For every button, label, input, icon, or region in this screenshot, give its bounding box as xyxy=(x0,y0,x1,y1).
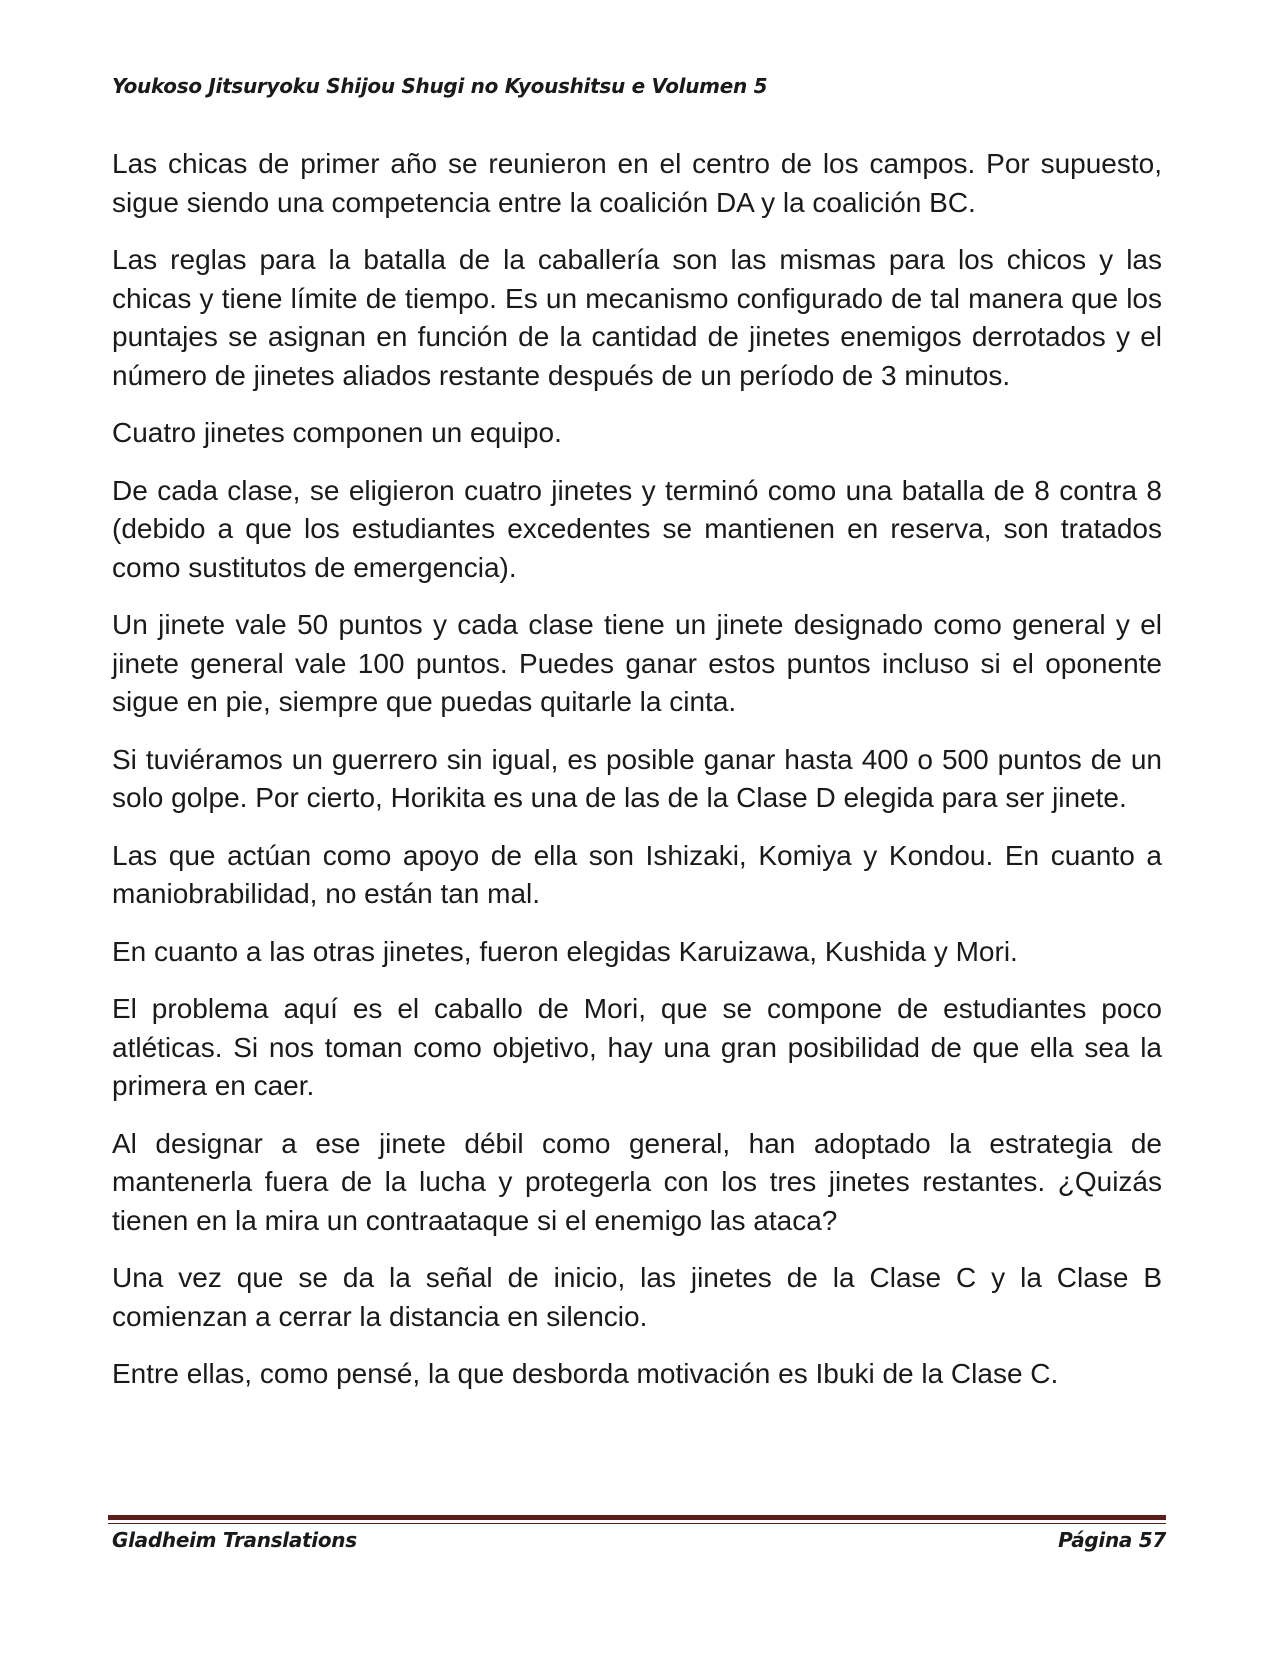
paragraph: Las reglas para la batalla de la caballería son las mismas para los chicos y las chicas y tiene límite de tiempo. Es un mecanismo configurado de tal manera que los puntajes se asignan en función de la cantidad de jinetes enemigos derrotados y el número de jinetes aliados restante después de un período de 3 minutos. xyxy=(112,244,1162,391)
footer-divider xyxy=(108,1515,1166,1524)
paragraph: Un jinete vale 50 puntos y cada clase tiene un jinete designado como general y el jinete general vale 100 puntos. Puedes ganar estos puntos incluso si el oponente sigue en pie, siempre que puedas quitarle la cinta. xyxy=(112,609,1162,717)
paragraph: El problema aquí es el caballo de Mori, que se compone de estudiantes poco atléticas. Si nos toman como objetivo, hay una gran posibilidad de que ella sea la primera en caer. xyxy=(112,993,1162,1101)
footer-divider-thick xyxy=(108,1515,1166,1520)
paragraph: Entre ellas, como pensé, la que desborda motivación es Ibuki de la Clase C. xyxy=(112,1358,1059,1389)
page-number: Página 57 xyxy=(1058,1528,1166,1552)
paragraph: Al designar a ese jinete débil como general, han adoptado la estrategia de mantenerla fuera de la lucha y protegerla con los tres jinetes restantes. ¿Quizás tienen en la mira un contraataque si el enemigo las ataca? xyxy=(112,1127,1162,1236)
paragraph: De cada clase, se eligieron cuatro jinetes y terminó como una batalla de 8 contra 8 (debido a que los estudiantes excedentes se mantienen en reserva, son tratados como sustitutos de emergencia). xyxy=(112,474,1162,583)
paragraph: Las chicas de primer año se reunieron en el centro de los campos. Por supuesto, sigue siendo una competencia entre la coalición DA y la coalición BC. xyxy=(112,148,1162,218)
paragraph: Una vez que se da la señal de inicio, las jinetes de la Clase C y la Clase B comienzan a cerrar la distancia en silencio. xyxy=(112,1262,1162,1332)
paragraph: En cuanto a las otras jinetes, fueron elegidas Karuizawa, Kushida y Mori. xyxy=(112,935,1018,967)
header-title: Youkoso Jitsuryoku Shijou Shugi no Kyoushitsu e Volumen 5 xyxy=(112,74,768,98)
footer-divider-thin xyxy=(108,1523,1166,1524)
paragraph: Si tuviéramos un guerrero sin igual, es posible ganar hasta 400 o 500 puntos de un solo golpe. Por cierto, Horikita es una de las de la Clase D elegida para ser jinete. xyxy=(112,743,1162,813)
body-text xyxy=(112,145,1162,1413)
footer-translator: Gladheim Translations xyxy=(112,1528,357,1552)
paragraph: Las que actúan como apoyo de ella son Ishizaki, Komiya y Kondou. En cuanto a maniobrabilidad, no están tan mal. xyxy=(112,839,1162,909)
paragraph: Cuatro jinetes componen un equipo. xyxy=(112,417,562,448)
